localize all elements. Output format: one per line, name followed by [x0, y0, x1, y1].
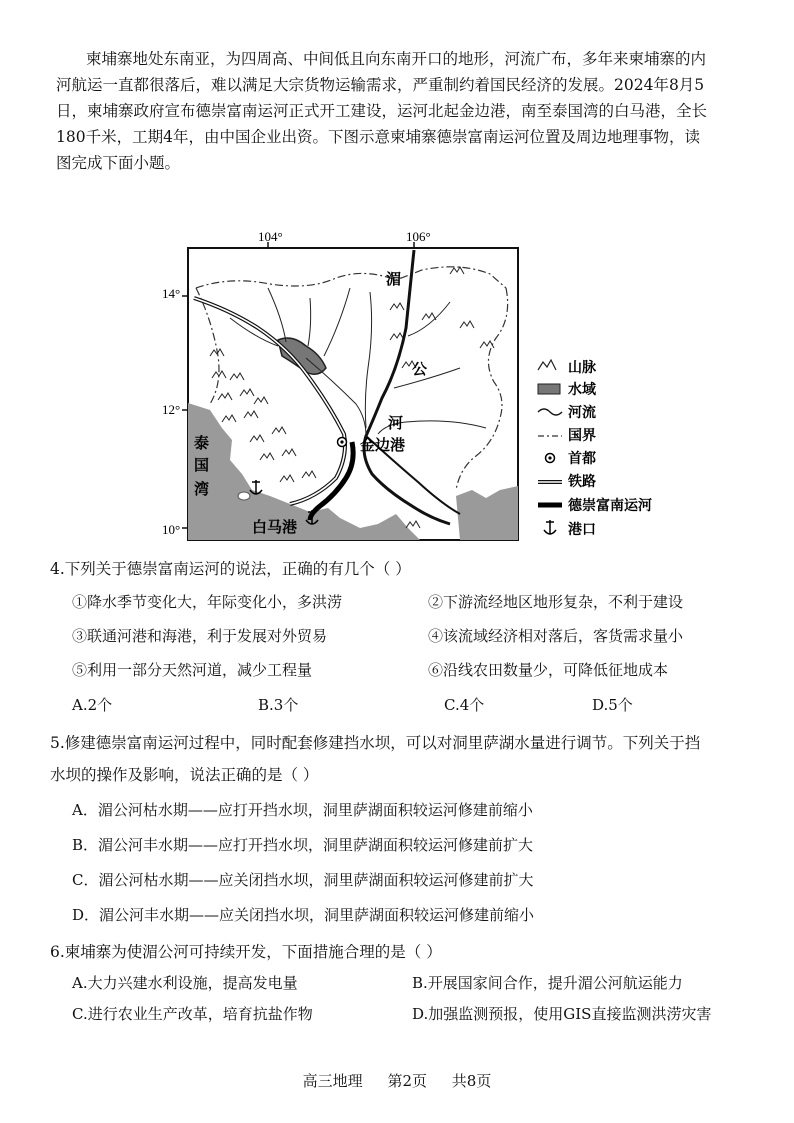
- legend-label: 国界: [568, 428, 596, 444]
- intro-line: 柬埔寨地处东南亚，为四周高、中间低且向东南开口的地形，河流广布，多年来柬埔寨的内: [86, 50, 707, 68]
- port-south-label: 白马港: [252, 518, 298, 536]
- lat-label-14: 14°: [162, 286, 181, 301]
- river-label-char: 河: [388, 414, 404, 432]
- q4-item: ⑥沿线农田数量少，可降低征地成本: [428, 661, 669, 679]
- q4-item: ②下游流经地区地形复杂，不利于建设: [428, 593, 684, 611]
- q5-choice-b[interactable]: B．湄公河丰水期——应打开挡水坝，洞里萨湖面积较运河修建前扩大: [72, 836, 534, 854]
- q5-choice-c[interactable]: C．湄公河枯水期——应关闭挡水坝，洞里萨湖面积较运河修建前扩大: [72, 871, 534, 889]
- legend-label: 港口: [568, 522, 596, 538]
- canal-map: [160, 228, 720, 548]
- q5-choice-a[interactable]: A．湄公河枯水期——应打开挡水坝，洞里萨湖面积较运河修建前缩小: [72, 801, 533, 819]
- legend-item-river: [538, 404, 596, 421]
- q4-choice-c[interactable]: C.4个: [444, 696, 485, 714]
- intro-line: 日，柬埔寨政府宣布德崇富南运河正式开工建设，运河北起金边港，南至泰国湾的白马港，全长: [56, 102, 708, 120]
- legend-item-railway: [538, 473, 596, 490]
- island: [238, 492, 250, 500]
- legend-item-port: [544, 520, 596, 538]
- intro-line: 图完成下面小题。: [56, 154, 181, 172]
- page-footer: [0, 1070, 794, 1091]
- gulf-label-char: 泰: [194, 434, 210, 452]
- legend-item-mountain: [538, 360, 597, 376]
- q4-item: ⑤利用一部分天然河道，减少工程量: [72, 661, 313, 679]
- q4-stem: 4.下列关于德崇富南运河的说法，正确的有几个（ ）: [50, 560, 411, 578]
- q6-stem: 6.柬埔寨为使湄公河可持续开发，下面措施合理的是（ ）: [50, 943, 442, 961]
- legend-item-capital: [546, 450, 597, 467]
- q4-choice-d[interactable]: D.5个: [592, 696, 633, 714]
- lon-label-106: 106°: [406, 229, 431, 244]
- q5-stem: 5.修建德崇富南运河过程中，同时配套修建挡水坝，可以对洞里萨湖水量进行调节。下列关于挡: [50, 734, 701, 752]
- q4-choice-b[interactable]: B.3个: [258, 696, 299, 714]
- legend-item-water: [538, 381, 597, 398]
- q5-choice-d[interactable]: D．湄公河丰水期——应关闭挡水坝，洞里萨湖面积较运河修建前缩小: [72, 906, 535, 924]
- legend-label: 铁路: [568, 474, 596, 490]
- q5-stem-cont: 水坝的操作及影响，说法正确的是（ ）: [50, 766, 319, 784]
- legend-label: 水域: [568, 382, 596, 398]
- q6-choice-b[interactable]: B.开展国家间合作，提升湄公河航运能力: [412, 974, 683, 992]
- intro-paragraph: [56, 46, 746, 176]
- legend-label: 山脉: [568, 360, 596, 376]
- q4-item: ③联通河港和海港，利于发展对外贸易: [72, 627, 328, 645]
- river-label-char: 湄: [386, 270, 402, 288]
- lat-label-12: 12°: [162, 402, 181, 417]
- capital-marker: [338, 438, 347, 447]
- q6-choice-c[interactable]: C.进行农业生产改革，培育抗盐作物: [72, 1005, 313, 1023]
- legend: [538, 360, 652, 538]
- q6-choice-a[interactable]: A.大力兴建水利设施，提高发电量: [72, 974, 298, 992]
- footer-total: 共8页: [451, 1072, 492, 1090]
- legend-label: 首都: [568, 451, 596, 467]
- legend-label: 河流: [568, 405, 596, 421]
- q4-item: ④该流域经济相对落后，客货需求量小: [428, 627, 684, 645]
- lon-label-104: 104°: [258, 229, 283, 244]
- footer-page: 第2页: [387, 1072, 427, 1090]
- footer-subject: 高三地理: [302, 1072, 363, 1090]
- lat-label-10: 10°: [162, 522, 181, 537]
- capital-port-label: 金边港: [360, 436, 406, 454]
- gulf-label-char: 湾: [194, 480, 210, 498]
- q6-choice-d[interactable]: D.加强监测预报，使用GIS直接监测洪涝灾害: [412, 1005, 712, 1023]
- gulf-label-char: 国: [194, 456, 210, 474]
- legend-label: 德崇富南运河: [568, 498, 652, 514]
- intro-line: 180千米，工期4年，由中国企业出资。下图示意柬埔寨德崇富南运河位置及周边地理事物，读: [56, 128, 700, 146]
- q4-choice-a[interactable]: A.2个: [72, 696, 113, 714]
- intro-line: 河航运一直都很落后，难以满足大宗货物运输需求，严重制约着国民经济的发展。2024年8月5: [56, 76, 705, 94]
- legend-item-border: [538, 427, 596, 444]
- q4-item: ①降水季节变化大，年际变化小，多洪涝: [72, 593, 343, 611]
- legend-item-canal: [538, 497, 652, 514]
- river-label-char: 公: [412, 360, 428, 378]
